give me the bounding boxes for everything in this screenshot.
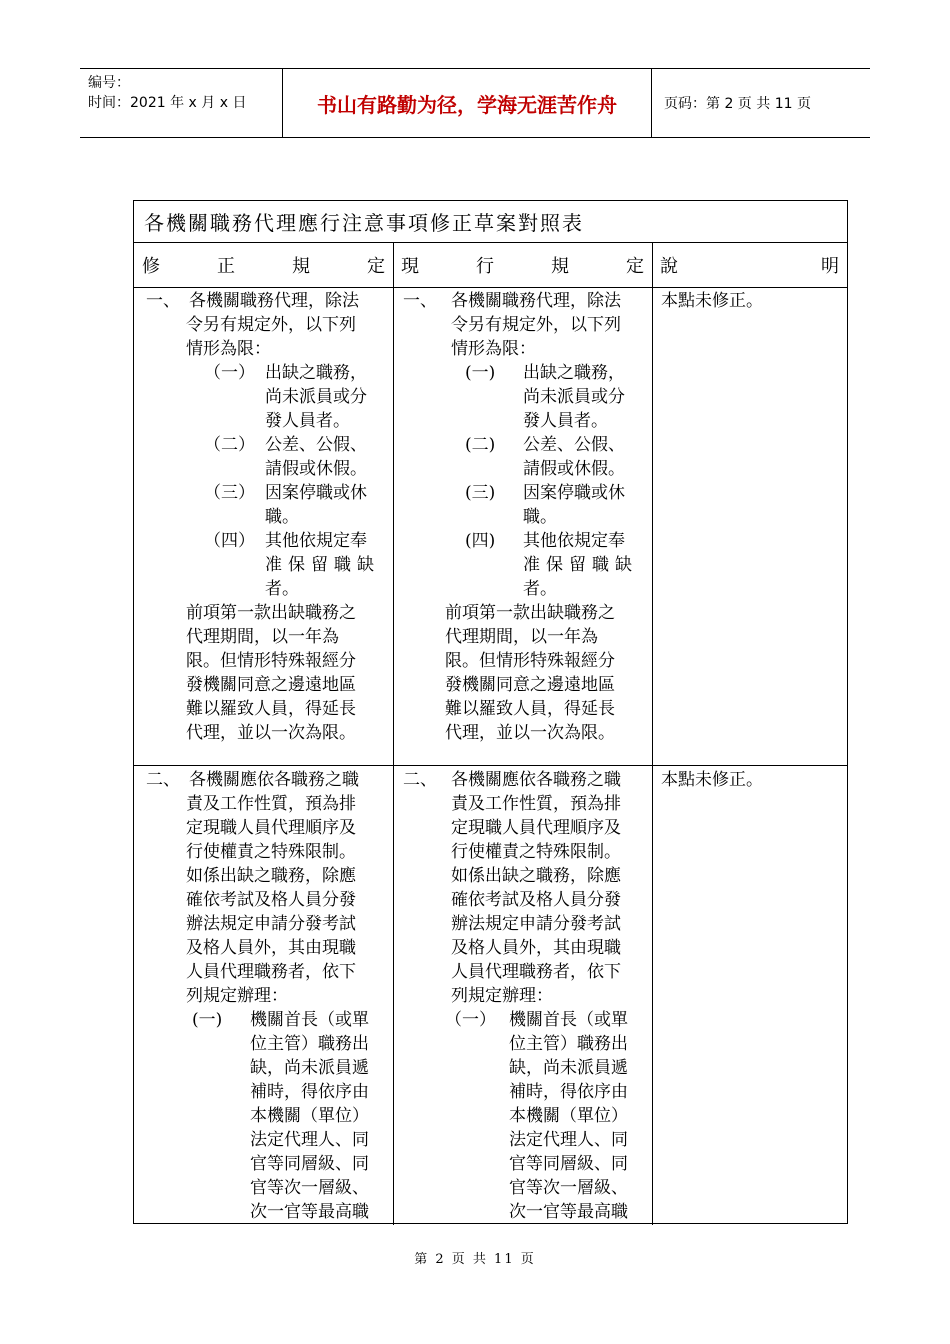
text-line: 難以羅致人員，得延長	[445, 699, 615, 719]
number-label: 编号：	[88, 75, 130, 91]
text-line: 出缺之職務，	[523, 363, 625, 383]
text-line: 各機關應依各職務之職	[451, 770, 621, 790]
item-mark: （一）	[204, 363, 255, 383]
text-line: 如係出缺之職務，除應	[451, 866, 621, 886]
text-line: 本機關（單位）	[250, 1106, 369, 1126]
text-line: 列規定辦理：	[451, 986, 553, 1006]
text-line: 令另有規定外，以下列	[451, 315, 621, 335]
text-line: 法定代理人、同	[250, 1130, 369, 1150]
row1-note-cell	[652, 287, 847, 765]
text-line: 出缺之職務，	[265, 363, 367, 383]
text-line: 官等次一層級、	[509, 1178, 628, 1198]
text-line: 辦法規定申請分發考試	[451, 914, 621, 934]
text-line: 其他依規定奉	[265, 531, 367, 551]
text-line: 缺，尚未派員遞	[250, 1058, 369, 1078]
header-char: 行	[476, 256, 494, 277]
item-mark: (二)	[465, 435, 496, 455]
text-line: 責及工作性質，預為排	[451, 794, 621, 814]
text-line: 位主管）職務出	[509, 1034, 628, 1054]
text-line: 准保留職缺	[265, 555, 380, 575]
text-line: 代理期間，以一年為	[445, 627, 598, 647]
header-char: 修	[142, 256, 160, 277]
row2-current-cell	[393, 766, 652, 1224]
header-current	[393, 243, 652, 287]
text-line: 代理期間，以一年為	[186, 627, 339, 647]
text-line: 前項第一款出缺職務之	[186, 603, 356, 623]
table-title: 各機關職務代理應行注意事項修正草案對照表	[134, 201, 847, 243]
text-line: 情形為限：	[451, 339, 536, 359]
text-line: 辦法規定申請分發考試	[186, 914, 356, 934]
text-line: 者。	[523, 579, 557, 599]
text-line: 定現職人員代理順序及	[186, 818, 356, 838]
row2-number: 二、	[403, 770, 437, 790]
text-line: 尚未派員或分	[265, 387, 367, 407]
text-line: 及格人員外，其由現職	[451, 938, 621, 958]
item-mark: (四)	[465, 531, 496, 551]
text-line: 人員代理職務者，依下	[451, 962, 621, 982]
text-line: 代理，並以一次為限。	[186, 723, 356, 743]
text-line: 准保留職缺	[523, 555, 638, 575]
text-line: 機關首長（或單	[250, 1010, 369, 1030]
text-line: 責及工作性質，預為排	[186, 794, 356, 814]
header-char: 說	[660, 256, 678, 277]
text-line: 其他依規定奉	[523, 531, 625, 551]
header-char: 規	[292, 256, 310, 277]
text-line: 因案停職或休	[523, 483, 625, 503]
text-line: 情形為限：	[186, 339, 271, 359]
text-line: 行使權責之特殊限制。	[451, 842, 621, 862]
text-line: 位主管）職務出	[250, 1034, 369, 1054]
text-line: 行使權責之特殊限制。	[186, 842, 356, 862]
text-line: 本機關（單位）	[509, 1106, 628, 1126]
header-revised	[134, 243, 393, 287]
text-line: 次一官等最高職	[509, 1202, 628, 1222]
header-page-label: 页码：第 2 页 共 11 页	[664, 96, 811, 112]
table-header-row	[134, 243, 847, 288]
page-header	[80, 68, 870, 138]
text-line: 官等次一層級、	[250, 1178, 369, 1198]
text-line: 法定代理人、同	[509, 1130, 628, 1150]
text-line: 公差、公假、	[265, 435, 367, 455]
text-line: 確依考試及格人員分發	[186, 890, 356, 910]
row2-revised-cell	[134, 766, 393, 1224]
text-line: 次一官等最高職	[250, 1202, 369, 1222]
text-line: 限。但情形特殊報經分	[445, 651, 615, 671]
row1-number: 一、	[403, 291, 437, 311]
text-line: 發人員者。	[265, 411, 350, 431]
item-mark: （三）	[204, 483, 255, 503]
text-line: 職。	[523, 507, 557, 527]
text-line: 定現職人員代理順序及	[451, 818, 621, 838]
text-line: 限。但情形特殊報經分	[186, 651, 356, 671]
text-line: 及格人員外，其由現職	[186, 938, 356, 958]
time-label: 时间：2021 年 x 月 x 日	[88, 95, 247, 111]
row1-current-cell	[393, 287, 652, 765]
header-char: 明	[821, 256, 839, 277]
text-line: 公差、公假、	[523, 435, 625, 455]
text-line: 請假或休假。	[523, 459, 625, 479]
text-line: 難以羅致人員，得延長	[186, 699, 356, 719]
text-line: 機關首長（或單	[509, 1010, 628, 1030]
item-mark: (三)	[465, 483, 496, 503]
text-line: 發機關同意之邊遠地區	[186, 675, 356, 695]
item-mark: （二）	[204, 435, 255, 455]
text-line: 官等同層級、同	[509, 1154, 628, 1174]
text-line: 令另有規定外，以下列	[186, 315, 356, 335]
text-line: 前項第一款出缺職務之	[445, 603, 615, 623]
text-line: 發人員者。	[523, 411, 608, 431]
header-char: 現	[401, 256, 419, 277]
row1-revised-cell	[134, 287, 393, 765]
item-mark: (一)	[465, 363, 496, 383]
text-line: 補時，得依序由	[509, 1082, 628, 1102]
text-line: 職。	[265, 507, 299, 527]
header-char: 定	[626, 256, 644, 277]
item-mark: (一)	[192, 1010, 223, 1030]
header-note	[652, 243, 847, 287]
text-line: 官等同層級、同	[250, 1154, 369, 1174]
item-mark: （一）	[445, 1010, 496, 1030]
page-footer: 第 2 页 共 11 页	[414, 1252, 536, 1267]
text-line: 發機關同意之邊遠地區	[445, 675, 615, 695]
text-line: 列規定辦理：	[186, 986, 288, 1006]
text-line: 請假或休假。	[265, 459, 367, 479]
header-char: 定	[367, 256, 385, 277]
comparison-table	[133, 200, 848, 1224]
text-line: 各機關職務代理，除法	[189, 291, 359, 311]
text-line: 代理，並以一次為限。	[445, 723, 615, 743]
text-line: 確依考試及格人員分發	[451, 890, 621, 910]
text-line: 者。	[265, 579, 299, 599]
text-line: 各機關職務代理，除法	[451, 291, 621, 311]
row1-note: 本點未修正。	[661, 291, 763, 311]
text-line: 補時，得依序由	[250, 1082, 369, 1102]
item-mark: （四）	[204, 531, 255, 551]
header-meta	[80, 69, 282, 137]
text-line: 尚未派員或分	[523, 387, 625, 407]
text-line: 人員代理職務者，依下	[186, 962, 356, 982]
row1-number: 一、	[146, 291, 180, 311]
row2-note: 本點未修正。	[661, 770, 763, 790]
row2-number: 二、	[146, 770, 180, 790]
text-line: 因案停職或休	[265, 483, 367, 503]
header-char: 規	[551, 256, 569, 277]
header-char: 正	[217, 256, 235, 277]
header-motto: 书山有路勤为径，学海无涯苦作舟	[282, 69, 652, 137]
row2-note-cell	[652, 766, 847, 1224]
text-line: 各機關應依各職務之職	[189, 770, 359, 790]
text-line: 如係出缺之職務，除應	[186, 866, 356, 886]
text-line: 缺，尚未派員遞	[509, 1058, 628, 1078]
